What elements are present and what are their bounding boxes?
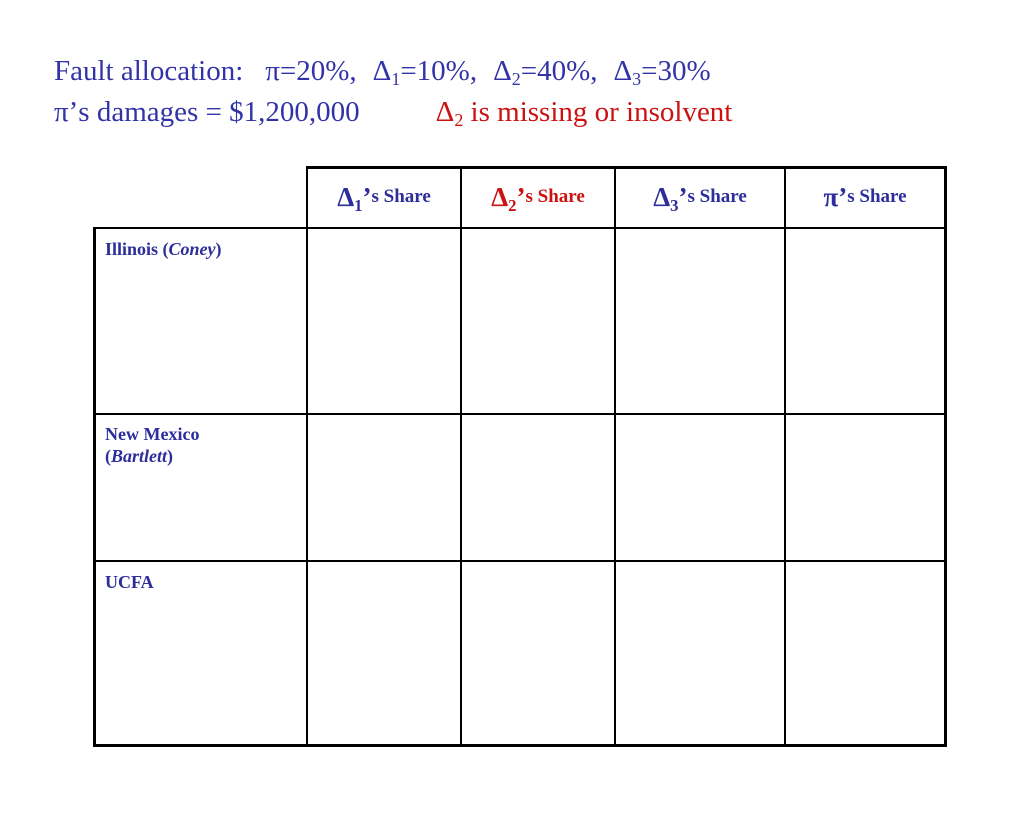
missing-defendant-note: $\Delta_2$ is missing or insolvent xyxy=(435,96,733,131)
defendant1-allocation: $\Delta_1=10\%$, xyxy=(372,55,478,90)
plaintiff-allocation: π=20%, xyxy=(265,55,357,87)
column-header-defendant1-share: Δ $_1$ ’ s Share xyxy=(337,181,431,215)
column-header-defendant2-share: Δ $_2$ ’ s Share xyxy=(491,181,585,215)
allocation-table xyxy=(93,166,947,747)
damages-line xyxy=(54,96,732,129)
defendant2-allocation: $\Delta_2=40\%$, xyxy=(493,55,598,90)
row-label-ucfa: UCFA xyxy=(105,572,154,592)
column-header-plaintiff-share: π ’ s Share xyxy=(823,181,907,212)
row-label-illinois: Illinois (Coney) xyxy=(105,239,222,259)
column-header-defendant3-share: Δ $_3$ ’ s Share xyxy=(653,181,747,215)
fault-allocation-label: Fault allocation: xyxy=(54,55,244,87)
defendant3-allocation: $\Delta_3=30\%$ xyxy=(613,55,711,90)
fault-allocation-line xyxy=(54,55,711,88)
damages-text: π’s damages = $1,200,000 xyxy=(54,96,360,128)
row-label-new-mexico: New Mexico (Bartlett) xyxy=(105,424,200,466)
